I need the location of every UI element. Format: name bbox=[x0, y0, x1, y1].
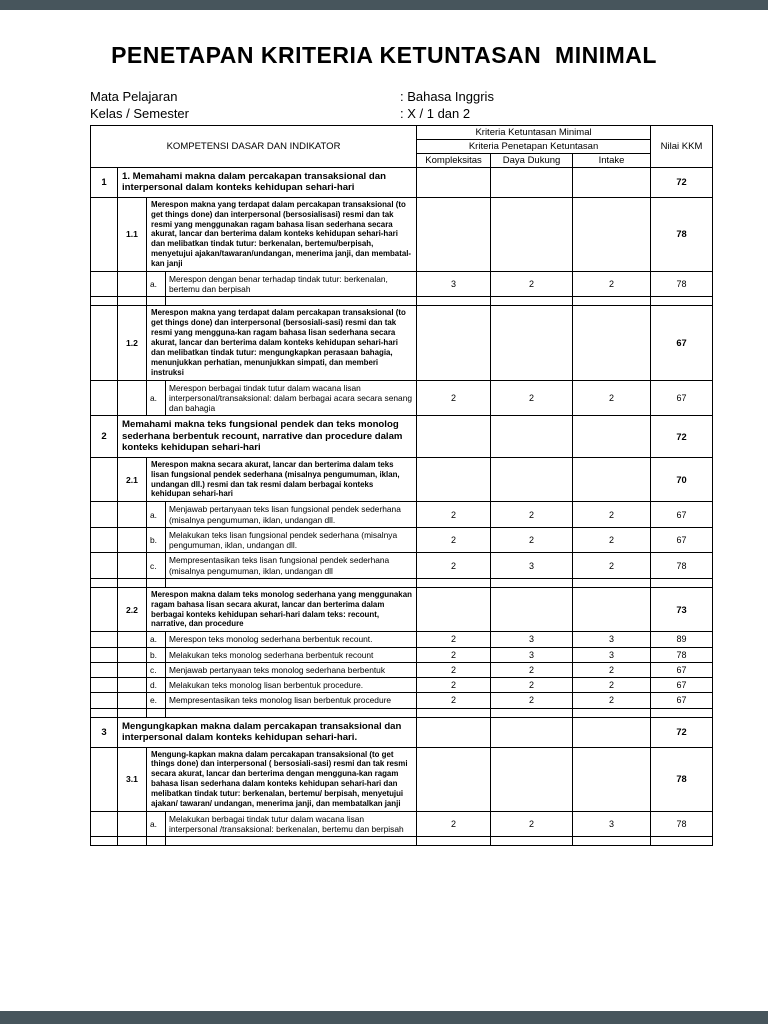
item-letter: a. bbox=[147, 632, 166, 647]
header-nilai-kkm: Nilai KKM bbox=[651, 125, 713, 167]
empty-cell bbox=[118, 837, 147, 846]
intake-value bbox=[573, 717, 651, 747]
kd-text: Mengungkapkan makna dalam percakapan transaksional dan interpersonal dalam konteks kehidupan sehari-hari. bbox=[118, 717, 417, 747]
spacer-row bbox=[91, 297, 713, 306]
intake-value bbox=[573, 306, 651, 380]
daya-dukung-value: 2 bbox=[491, 502, 573, 528]
intake-value bbox=[573, 837, 651, 846]
table-row bbox=[91, 747, 713, 811]
empty-cell bbox=[91, 380, 118, 416]
daya-dukung-value bbox=[491, 167, 573, 197]
empty-cell bbox=[91, 693, 118, 708]
daya-dukung-value: 2 bbox=[491, 678, 573, 693]
daya-dukung-value: 3 bbox=[491, 553, 573, 579]
nilai-kkm-value: 67 bbox=[651, 527, 713, 553]
daya-dukung-value: 2 bbox=[491, 380, 573, 416]
intake-value bbox=[573, 167, 651, 197]
kompleksitas-value: 2 bbox=[417, 811, 491, 837]
intake-value: 2 bbox=[573, 271, 651, 297]
spacer-row bbox=[91, 837, 713, 846]
nilai-kkm-value: 78 bbox=[651, 553, 713, 579]
indicator-text: Merespon makna dalam teks monolog sederhana yang menggunakan ragam bahasa lisan secara akurat, lancar dan berterima dalam berbagai konteks kehidupan sehari-hari dalam teks: recount, narrative, dan procedure bbox=[147, 587, 417, 632]
empty-cell bbox=[91, 678, 118, 693]
intake-value: 3 bbox=[573, 632, 651, 647]
intake-value: 3 bbox=[573, 647, 651, 662]
empty-cell bbox=[118, 271, 147, 297]
viewer-top-strip bbox=[0, 0, 768, 10]
empty-cell bbox=[91, 197, 118, 271]
header-daya-dukung: Daya Dukung bbox=[491, 153, 573, 167]
empty-cell bbox=[166, 837, 417, 846]
empty-cell bbox=[118, 662, 147, 677]
nilai-kkm-value: 67 bbox=[651, 662, 713, 677]
empty-cell bbox=[118, 693, 147, 708]
header-intake: Intake bbox=[573, 153, 651, 167]
item-text: Merespon dengan benar terhadap tindak tutur: berkenalan, bertemu dan berpisah bbox=[166, 271, 417, 297]
daya-dukung-value: 2 bbox=[491, 527, 573, 553]
kd-number: 3 bbox=[91, 717, 118, 747]
table-row bbox=[91, 197, 713, 271]
item-letter: a. bbox=[147, 271, 166, 297]
meta-label-mata-pelajaran: Mata Pelajaran bbox=[90, 89, 178, 104]
empty-cell bbox=[91, 837, 118, 846]
nilai-kkm-value: 78 bbox=[651, 271, 713, 297]
nilai-kkm-value: 78 bbox=[651, 197, 713, 271]
daya-dukung-value: 2 bbox=[491, 693, 573, 708]
kompleksitas-value: 2 bbox=[417, 678, 491, 693]
daya-dukung-value bbox=[491, 747, 573, 811]
header-row-1 bbox=[91, 125, 713, 139]
kompleksitas-value: 2 bbox=[417, 553, 491, 579]
empty-cell bbox=[91, 306, 118, 380]
nilai-kkm-value bbox=[651, 578, 713, 587]
kompleksitas-value: 2 bbox=[417, 380, 491, 416]
kompleksitas-value bbox=[417, 578, 491, 587]
empty-cell bbox=[91, 811, 118, 837]
daya-dukung-value bbox=[491, 717, 573, 747]
daya-dukung-value bbox=[491, 306, 573, 380]
empty-cell bbox=[147, 708, 166, 717]
kompleksitas-value: 2 bbox=[417, 662, 491, 677]
table-row bbox=[91, 693, 713, 708]
spacer-row bbox=[91, 578, 713, 587]
header-kompetensi-dasar: KOMPETENSI DASAR DAN INDIKATOR bbox=[91, 125, 417, 167]
item-text: Merespon berbagai tindak tutur dalam wacana lisan interpersonal/transaksional: dalam berbagai acara secara senang dan bahagia bbox=[166, 380, 417, 416]
intake-value bbox=[573, 708, 651, 717]
intake-value bbox=[573, 587, 651, 632]
item-letter: b. bbox=[147, 527, 166, 553]
empty-cell bbox=[118, 632, 147, 647]
meta-value-kelas-semester: : X / 1 dan 2 bbox=[400, 105, 471, 121]
empty-cell bbox=[91, 747, 118, 811]
kompleksitas-value: 3 bbox=[417, 271, 491, 297]
table-row bbox=[91, 306, 713, 380]
empty-cell bbox=[118, 678, 147, 693]
indicator-number: 1.2 bbox=[118, 306, 147, 380]
table-row bbox=[91, 553, 713, 579]
kompleksitas-value bbox=[417, 708, 491, 717]
daya-dukung-value: 3 bbox=[491, 632, 573, 647]
meta-row-mata-pelajaran bbox=[90, 89, 712, 106]
empty-cell bbox=[91, 647, 118, 662]
empty-cell bbox=[118, 708, 147, 717]
empty-cell bbox=[118, 811, 147, 837]
item-text: Mempresentasikan teks lisan fungsional pendek sederhana (misalnya pengumuman, iklan, undangan dll bbox=[166, 553, 417, 579]
nilai-kkm-value: 78 bbox=[651, 747, 713, 811]
intake-value: 2 bbox=[573, 662, 651, 677]
item-letter: e. bbox=[147, 693, 166, 708]
document-page bbox=[0, 10, 768, 1011]
nilai-kkm-value: 89 bbox=[651, 632, 713, 647]
table-row bbox=[91, 662, 713, 677]
indicator-text: Merespon makna yang terdapat dalam percakapan transaksional (to get things done) dan interpersonal (bersosialisasi) resmi dan tak resmi yang menggunakan ragam bahasa lisan sederhana secara akurat, lancar dan berterima dalam konteks kehidupan sehari-hari dan melibatkan tindak tutur: berkenalan, bertemu/berpisah, menyetujui ajakan/tawaran/undangan, menerima janji, dan membatal-kan janji bbox=[147, 197, 417, 271]
intake-value: 3 bbox=[573, 811, 651, 837]
kkm-table bbox=[90, 125, 713, 847]
intake-value bbox=[573, 578, 651, 587]
daya-dukung-value bbox=[491, 416, 573, 458]
table-row bbox=[91, 502, 713, 528]
nilai-kkm-value: 78 bbox=[651, 647, 713, 662]
table-row bbox=[91, 717, 713, 747]
table-row bbox=[91, 416, 713, 458]
empty-cell bbox=[166, 297, 417, 306]
spacer-row bbox=[91, 708, 713, 717]
item-text: Melakukan teks lisan fungsional pendek sederhana (misalnya pengumuman, iklan, undangan dll. bbox=[166, 527, 417, 553]
empty-cell bbox=[118, 297, 147, 306]
nilai-kkm-value: 67 bbox=[651, 380, 713, 416]
empty-cell bbox=[118, 527, 147, 553]
kompleksitas-value bbox=[417, 747, 491, 811]
item-letter: a. bbox=[147, 380, 166, 416]
intake-value bbox=[573, 747, 651, 811]
header-kompleksitas: Kompleksitas bbox=[417, 153, 491, 167]
table-row bbox=[91, 271, 713, 297]
table-row bbox=[91, 587, 713, 632]
empty-cell bbox=[91, 587, 118, 632]
table-row bbox=[91, 811, 713, 837]
item-letter: b. bbox=[147, 647, 166, 662]
nilai-kkm-value: 67 bbox=[651, 502, 713, 528]
meta-row-kelas-semester bbox=[90, 106, 712, 123]
indicator-number: 3.1 bbox=[118, 747, 147, 811]
empty-cell bbox=[91, 708, 118, 717]
empty-cell bbox=[147, 837, 166, 846]
meta-section bbox=[90, 89, 712, 123]
nilai-kkm-value: 67 bbox=[651, 306, 713, 380]
empty-cell bbox=[91, 527, 118, 553]
viewer-bottom-strip bbox=[0, 1011, 768, 1024]
nilai-kkm-value bbox=[651, 837, 713, 846]
indicator-text: Merespon makna yang terdapat dalam percakapan transaksional (to get things done) dan interpersonal (bersosiali-sasi) resmi dan tak resmi yang mengguna-kan ragam bahasa lisan sederhana secara akurat, lancar dan berterima dalam konteks kehidupan sehari-hari dan melibatkan tindak tutur: mengungkapkan perasaan bahagia, menunjukkan perhatian, menunjukkan simpati, dan memberi instruksi bbox=[147, 306, 417, 380]
nilai-kkm-value bbox=[651, 708, 713, 717]
empty-cell bbox=[91, 271, 118, 297]
kd-text: Memahami makna teks fungsional pendek dan teks monolog sederhana berbentuk recount, narrative dan procedure dalam konteks kehidupan sehari-hari bbox=[118, 416, 417, 458]
empty-cell bbox=[166, 708, 417, 717]
daya-dukung-value bbox=[491, 587, 573, 632]
daya-dukung-value: 2 bbox=[491, 271, 573, 297]
intake-value bbox=[573, 457, 651, 502]
item-text: Melakukan berbagai tindak tutur dalam wacana lisan interpersonal /transaksional: berkenalan, bertemu dan berpisah bbox=[166, 811, 417, 837]
indicator-text: Mengung-kapkan makna dalam percakapan transaksional (to get things done) dan interpersonal ( bersosiali-sasi) resmi dan tak resmi secara akurat, lancar dan berterima dengan mengguna-kan ragam bahasa lisan sederhana dalam konteks kehidupan sehari-hari dan melibatkan tindak tutur: berkenalan, bertemu/ berpisah, menyetujui ajakan/ tawaran/ undangan, menerima janji, dan membatalkan janji bbox=[147, 747, 417, 811]
kompleksitas-value: 2 bbox=[417, 693, 491, 708]
item-text: Melakukan teks monolog sederhana berbentuk recount bbox=[166, 647, 417, 662]
kompleksitas-value: 2 bbox=[417, 632, 491, 647]
nilai-kkm-value: 72 bbox=[651, 416, 713, 458]
intake-value: 2 bbox=[573, 380, 651, 416]
table-row bbox=[91, 457, 713, 502]
indicator-text: Merespon makna secara akurat, lancar dan berterima dalam teks lisan fungsional pendek sederhana (misalnya pengumuman, iklan, undangan dll.) resmi dan tak resmi dalam berbagai konteks kehidupan sehari-hari bbox=[147, 457, 417, 502]
empty-cell bbox=[118, 647, 147, 662]
item-text: Menjawab pertanyaan teks monolog sederhana berbentuk bbox=[166, 662, 417, 677]
table-row bbox=[91, 167, 713, 197]
item-letter: c. bbox=[147, 553, 166, 579]
empty-cell bbox=[118, 502, 147, 528]
empty-cell bbox=[91, 297, 118, 306]
table-row bbox=[91, 632, 713, 647]
nilai-kkm-value: 72 bbox=[651, 717, 713, 747]
kkm-table-body bbox=[91, 167, 713, 846]
daya-dukung-value bbox=[491, 578, 573, 587]
kompleksitas-value bbox=[417, 837, 491, 846]
daya-dukung-value: 2 bbox=[491, 662, 573, 677]
item-letter: d. bbox=[147, 678, 166, 693]
kd-number: 1 bbox=[91, 167, 118, 197]
empty-cell bbox=[147, 578, 166, 587]
meta-value-mata-pelajaran: : Bahasa Inggris bbox=[400, 89, 494, 104]
kkm-table-header bbox=[91, 125, 713, 167]
empty-cell bbox=[91, 662, 118, 677]
meta-label-kelas-semester: Kelas / Semester bbox=[90, 105, 189, 121]
nilai-kkm-value: 72 bbox=[651, 167, 713, 197]
indicator-number: 2.1 bbox=[118, 457, 147, 502]
table-row bbox=[91, 527, 713, 553]
intake-value: 2 bbox=[573, 678, 651, 693]
item-letter: c. bbox=[147, 662, 166, 677]
kd-text: 1. Memahami makna dalam percakapan transaksional dan interpersonal dalam konteks kehidupan sehari-hari bbox=[118, 167, 417, 197]
intake-value: 2 bbox=[573, 553, 651, 579]
intake-value: 2 bbox=[573, 693, 651, 708]
item-text: Menjawab pertanyaan teks lisan fungsional pendek sederhana (misalnya pengumuman, iklan, undangan dll. bbox=[166, 502, 417, 528]
empty-cell bbox=[91, 553, 118, 579]
kompleksitas-value bbox=[417, 306, 491, 380]
intake-value bbox=[573, 416, 651, 458]
daya-dukung-value bbox=[491, 708, 573, 717]
table-row bbox=[91, 380, 713, 416]
page-title: PENETAPAN KRITERIA KETUNTASAN MINIMAL bbox=[111, 42, 657, 68]
intake-value: 2 bbox=[573, 502, 651, 528]
empty-cell bbox=[118, 380, 147, 416]
item-text: Mempresentasikan teks monolog lisan berbentuk procedure bbox=[166, 693, 417, 708]
empty-cell bbox=[147, 297, 166, 306]
kompleksitas-value bbox=[417, 416, 491, 458]
kompleksitas-value bbox=[417, 717, 491, 747]
item-text: Merespon teks monolog sederhana berbentuk recount. bbox=[166, 632, 417, 647]
intake-value bbox=[573, 197, 651, 271]
kompleksitas-value bbox=[417, 197, 491, 271]
nilai-kkm-value: 78 bbox=[651, 811, 713, 837]
indicator-number: 1.1 bbox=[118, 197, 147, 271]
intake-value bbox=[573, 297, 651, 306]
daya-dukung-value: 2 bbox=[491, 811, 573, 837]
daya-dukung-value bbox=[491, 197, 573, 271]
nilai-kkm-value: 70 bbox=[651, 457, 713, 502]
nilai-kkm-value: 67 bbox=[651, 693, 713, 708]
kompleksitas-value bbox=[417, 457, 491, 502]
kompleksitas-value: 2 bbox=[417, 527, 491, 553]
indicator-number: 2.2 bbox=[118, 587, 147, 632]
kd-number: 2 bbox=[91, 416, 118, 458]
table-row bbox=[91, 647, 713, 662]
kompleksitas-value bbox=[417, 167, 491, 197]
empty-cell bbox=[118, 578, 147, 587]
item-letter: a. bbox=[147, 811, 166, 837]
item-text: Melakukan teks monolog lisan berbentuk procedure. bbox=[166, 678, 417, 693]
empty-cell bbox=[91, 578, 118, 587]
item-letter: a. bbox=[147, 502, 166, 528]
table-row bbox=[91, 678, 713, 693]
daya-dukung-value bbox=[491, 297, 573, 306]
empty-cell bbox=[166, 578, 417, 587]
daya-dukung-value bbox=[491, 457, 573, 502]
empty-cell bbox=[91, 502, 118, 528]
kompleksitas-value bbox=[417, 297, 491, 306]
daya-dukung-value bbox=[491, 837, 573, 846]
header-kriteria-ketuntasan-minimal: Kriteria Ketuntasan Minimal bbox=[417, 125, 651, 139]
nilai-kkm-value bbox=[651, 297, 713, 306]
header-kriteria-penetapan-ketuntasan: Kriteria Penetapan Ketuntasan bbox=[417, 139, 651, 153]
empty-cell bbox=[91, 457, 118, 502]
daya-dukung-value: 3 bbox=[491, 647, 573, 662]
kompleksitas-value bbox=[417, 587, 491, 632]
intake-value: 2 bbox=[573, 527, 651, 553]
nilai-kkm-value: 67 bbox=[651, 678, 713, 693]
kompleksitas-value: 2 bbox=[417, 647, 491, 662]
kompleksitas-value: 2 bbox=[417, 502, 491, 528]
nilai-kkm-value: 73 bbox=[651, 587, 713, 632]
empty-cell bbox=[91, 632, 118, 647]
empty-cell bbox=[118, 553, 147, 579]
